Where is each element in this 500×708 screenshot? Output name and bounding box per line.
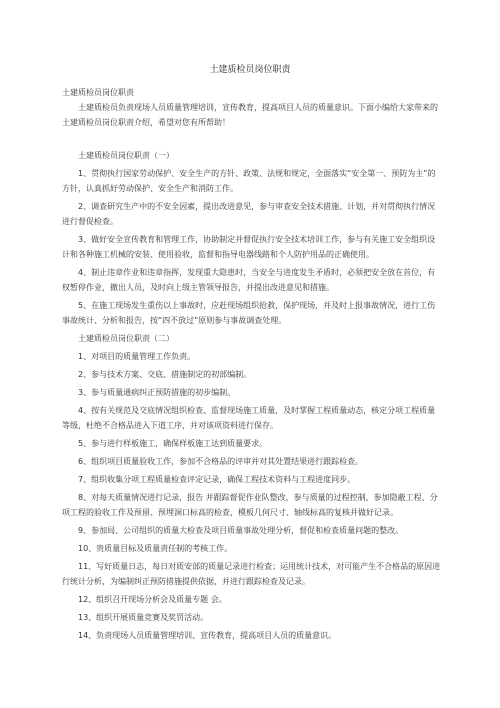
section2-item: 3、参与质量通病纠正预防措施的初步编制。 (78, 388, 236, 397)
document-title: 土建质检员岗位职责 (209, 65, 291, 75)
intro-heading: 土建质检员岗位职责 (62, 88, 134, 97)
section2-item: 5、参与进行样板施工，确保样板施工达到质量要求。 (78, 439, 268, 448)
section2-item: 1、对项目的质量管理工作负责。 (78, 352, 196, 361)
section1-item: 2、调查研究生产中的不安全因素，提出改进意见，参与审查安全技术措施、计划，并对贯彻执行情况进行督促检查。 (62, 202, 436, 226)
intro-paragraph: 土建质检员负责现场人员质量管理培训，宣传教育，提高项目人员的质量意识。下面小编给大家带来的土建质检员岗位职责介绍，希望对您有所帮助！ (62, 103, 438, 127)
section2-item: 14、负责现场人员质量管理培训、宣传教育，提高项目人员的质量意识。 (78, 631, 337, 640)
section2-item: 7、组织收集分项工程质量检查评定记录，确保工程技术资料与工程进度同步。 (78, 475, 356, 484)
document-body (62, 85, 442, 643)
section2-item: 12、组织召开现场分析会及质量专题 会。 (78, 595, 227, 604)
section2-item: 6、组织项目质量验收工作，参加不合格品的评审并对其处置结果进行跟踪检查。 (78, 457, 364, 466)
section1-item: 5、在施工现场发生重伤以上事故时，应赶现场组织抢救，保护现场，并及时上报事故情况，进行工伤事故统计、分析和报告，按“四不放过”原则参与事故调查处理。 (62, 301, 436, 325)
section1-item: 1、贯彻执行国家劳动保护、安全生产的方针、政策、法规和规定，全面落实“安全第一、预防为主”的方针，认真抓好劳动保护、安全生产和消防工作。 (62, 169, 436, 193)
section1-item: 3、做好安全宣传教育和管理工作，协助制定并督促执行安全技术培训工作，参与有关施工安全组织设计和各种施工机械的安装、使用验收，监督和指导电器线路和个人防护用品的正确使用。 (62, 235, 436, 259)
section2-item: 2、参与技术方案、交底、措施制定的初部编制。 (78, 370, 252, 379)
section2-item: 8、对每天质量情况进行记录，报告 并跟踪督促作业队整改，参与质量的过程控制，参加隐蔽工程、分项工程的验收工作及预留、预埋洞口标高的检查，模板几何尺寸、轴线标高的复核并做好记录。 (62, 493, 438, 517)
section1-heading: 土建质检员岗位职责（一） (78, 151, 174, 160)
section2-heading: 土建质检员岗位职责（二） (78, 334, 174, 343)
section1-item: 4、制止违章作业和违章指挥，发现重大隐患时，当安全与进度发生矛盾时，必须把安全放在首位，有权暂停作业，撤出人员，及时向上级主管领导报告，并提出改进意见和措施。 (62, 268, 436, 292)
section2-item: 10、贵质量目标及质量责任制的考核工作。 (78, 544, 233, 553)
section2-item: 9、参加局、公司组织的质量大检查及项目质量事故处理分析，督促和检查质量问题的整改。 (78, 526, 404, 535)
section2-item: 4、按有关规范及交底情况组织检查、监督现场施工质量，及时掌握工程质量动态，核定分项工程质量等级，杜绝不合格品进入下道工序，并对该项资料进行保存。 (62, 406, 436, 430)
section2-item: 11、写好质量日志，每日对质安部的质量记录进行检查；运用统计技术，对可能产生不合格品的原因进行统计分析，为编制纠正预防措施提供依据，并进行跟踪检查及记录。 (62, 562, 441, 586)
section2-item: 13、组织开展质量竞赛及奖罚活动。 (78, 613, 209, 622)
